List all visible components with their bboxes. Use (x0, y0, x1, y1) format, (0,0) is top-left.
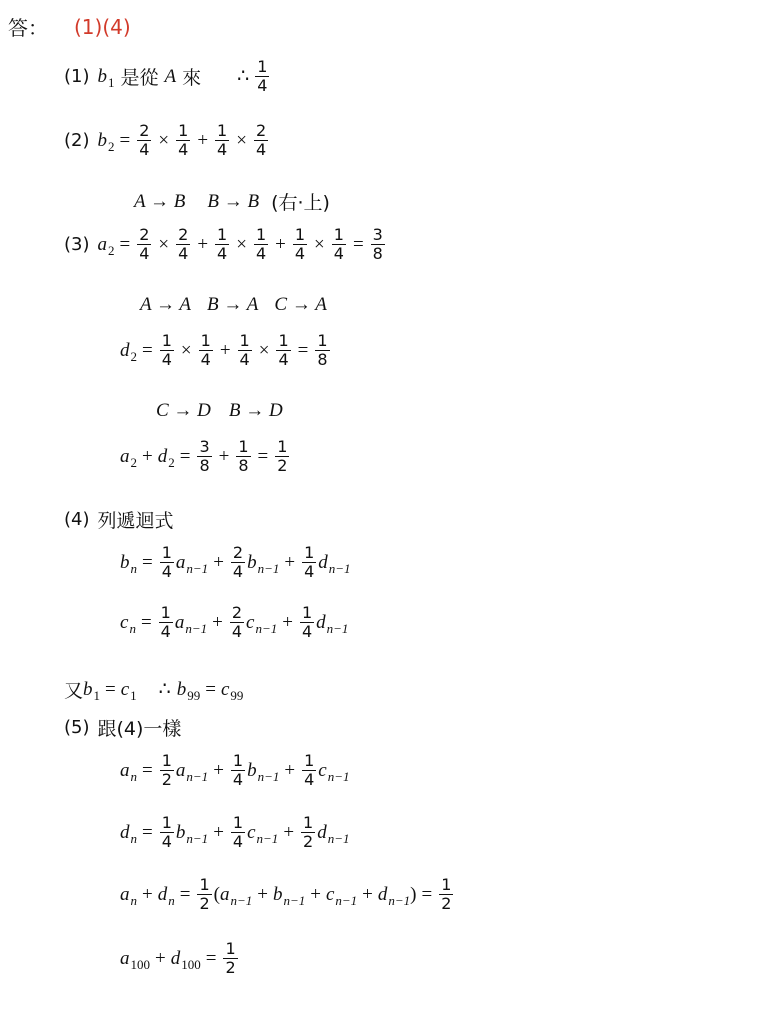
part-3-sum: a 2 + d 2 = $\frac{3}{8}$ + $\frac{1}{8}$ = $\frac{1}{2}$ (120, 437, 288, 475)
part-1-therefore: ∴ (237, 66, 250, 87)
path: B → A (207, 294, 259, 315)
part-5-result: a 100 + d 100 = $\frac{1}{2}$ (120, 939, 236, 977)
part-4-conclusion: 又 b 1 = c 1 ∴ b 99 = c 99 (64, 676, 243, 703)
part-1-text: 是從 (120, 67, 159, 89)
part-3-paths-d (156, 400, 283, 422)
part-1-to: 來 (182, 67, 202, 89)
part-4-cn: c n = $\frac{1}{4}$ a n−1 + $\frac{2}{4}$ c n−1 + $\frac{1}{4}$ d n−1 (120, 603, 349, 641)
part-1-from: A (164, 65, 177, 87)
path: A → A (140, 294, 192, 315)
part-2-label: (2) (64, 130, 90, 151)
fraction: $\frac{1}{4}$ (257, 57, 268, 95)
part-1-expr: b 1 (97, 65, 115, 90)
part-5-label: (5) (64, 717, 90, 738)
part-3-expr: a 2 = $\frac{2}{4}$ × $\frac{2}{4}$ + $\frac{1}{4}$ × $\frac{1}{4}$ + $\frac{1}{4}$ × $\frac{1}{4}$ = $\frac{3}{8}$ (97, 225, 383, 263)
part-3-d2: d 2 = $\frac{1}{4}$ × $\frac{1}{4}$ + $\frac{1}{4}$ × $\frac{1}{4}$ = $\frac{1}{8}$ (120, 331, 328, 369)
also-label: 又 (64, 680, 84, 702)
part-5-an: a n = $\frac{1}{2}$ a n−1 + $\frac{1}{4}$ b n−1 + $\frac{1}{4}$ c n−1 (120, 751, 350, 789)
part-3 (64, 226, 387, 263)
part-4-bn: b n = $\frac{1}{4}$ a n−1 + $\frac{2}{4}$ b n−1 + $\frac{1}{4}$ d n−1 (120, 543, 351, 581)
part-2 (64, 122, 270, 159)
part-1-label: (1) (64, 66, 90, 87)
part-5-dn: d n = $\frac{1}{4}$ b n−1 + $\frac{1}{4}$ c n−1 + $\frac{1}{2}$ d n−1 (120, 813, 350, 851)
path: C → A (274, 294, 327, 315)
path: B → D (228, 400, 283, 421)
answer-value: (1)(4) (74, 14, 131, 39)
answer-label: 答： (8, 16, 48, 40)
path: A → B (134, 190, 186, 212)
part-5 (64, 714, 181, 741)
part-4-title: 列遞迴式 (97, 510, 174, 532)
part-5-sum: a n + d n = $\frac{1}{2}$ ( a n−1 + b n−1 + c n−1 + d n−1 ) = $\frac{1}{2}$ (120, 875, 452, 913)
part-4 (64, 506, 174, 533)
part-3-paths-a (140, 294, 327, 316)
part-5-title: 跟(4)一樣 (97, 718, 182, 740)
part-2-expr: b 2 = $\frac{2}{4}$ × $\frac{1}{4}$ + $\frac{1}{4}$ × $\frac{2}{4}$ (97, 121, 267, 159)
answer-header (8, 12, 131, 41)
path-note: (右·上) (271, 192, 330, 214)
part-4-label: (4) (64, 509, 90, 530)
part-1 (64, 58, 271, 95)
part-3-label: (3) (64, 234, 90, 255)
part-2-paths (134, 188, 330, 215)
path: B → B (207, 190, 260, 212)
path: C → D (156, 400, 211, 421)
